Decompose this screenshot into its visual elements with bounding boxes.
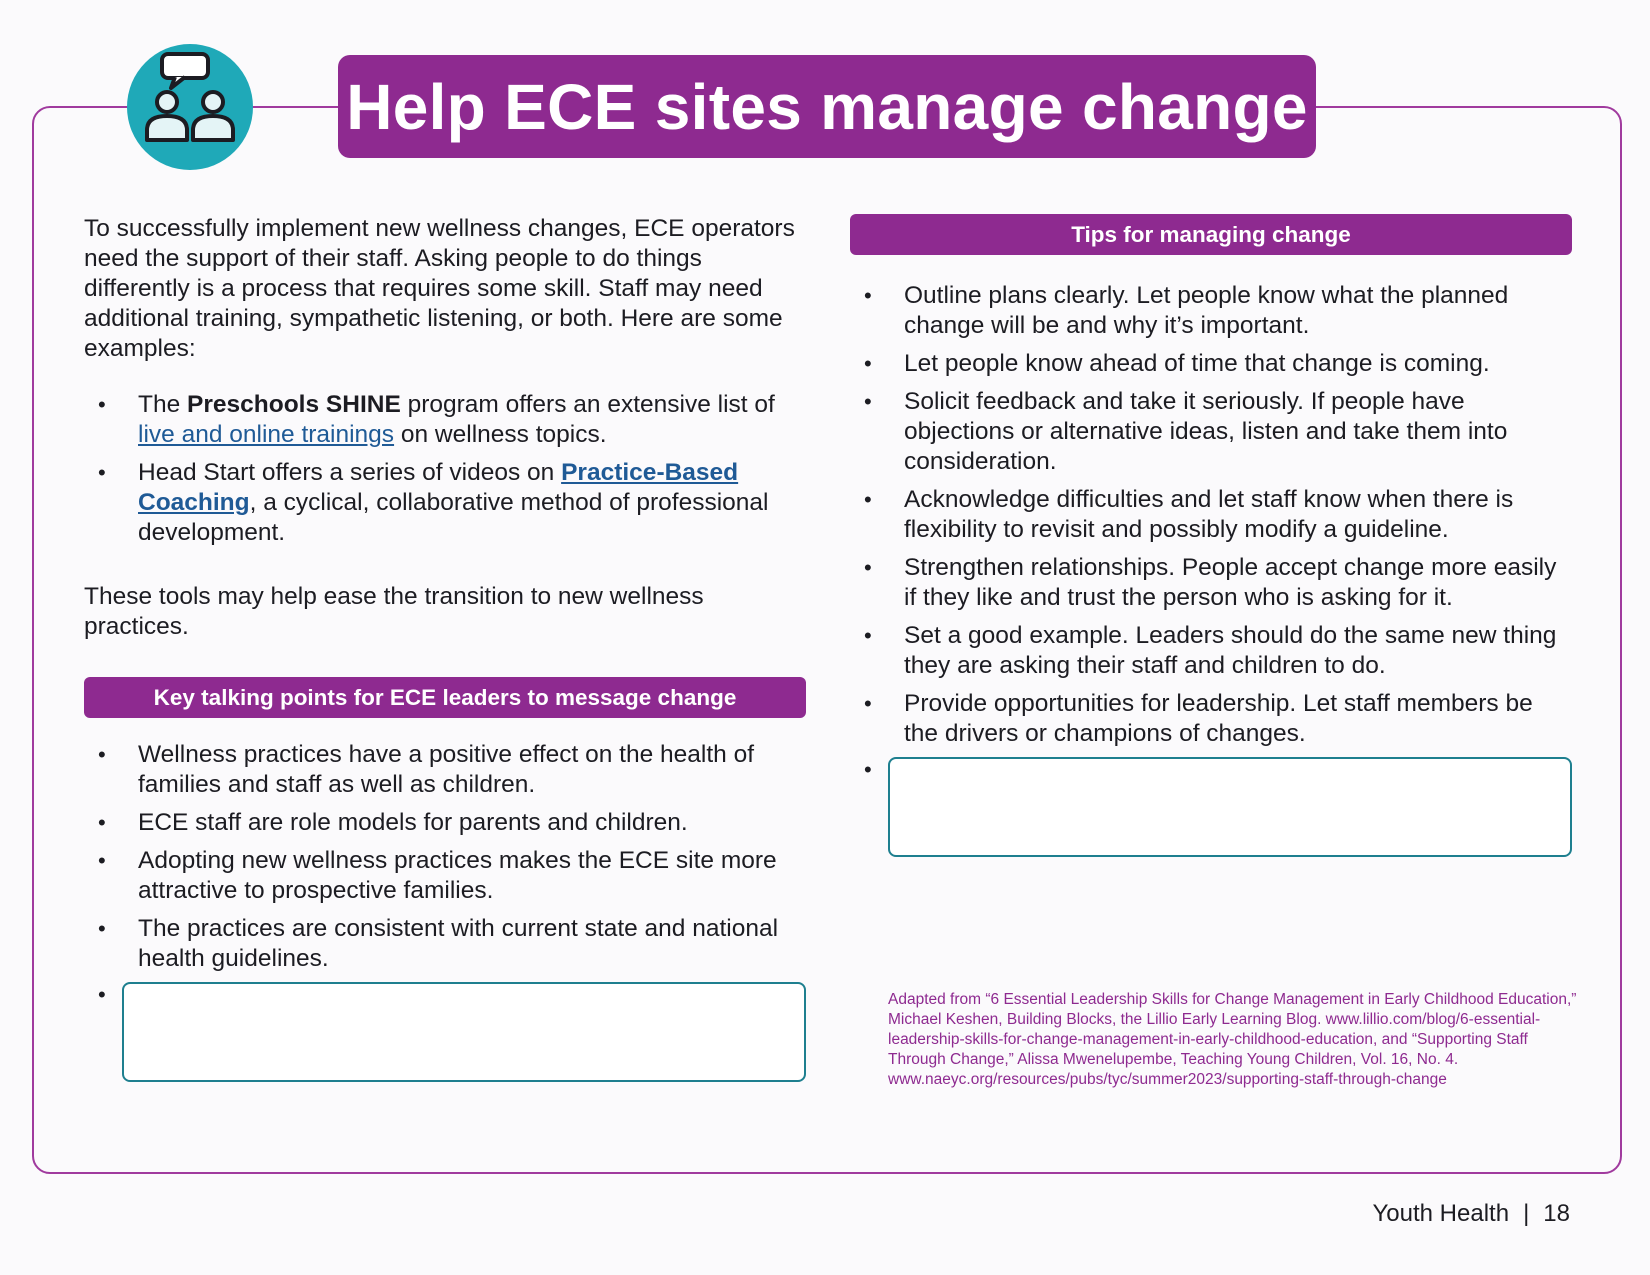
trainings-link[interactable]: live and online trainings [138,421,395,448]
list-item: • The practices are consistent with current state and national health guidelines. [98,915,779,972]
program-name: Preschools SHINE [187,391,401,418]
list-item: • Provide opportunities for leadership. Let staff members be the drivers or champions of changes. [864,690,1533,747]
examples-list [84,390,806,548]
list-item: • Strengthen relationships. People accept change more easily if they like and trust the person who is asking for it. [864,554,1557,611]
talking-points-list [84,740,806,974]
list-item: • Outline plans clearly. Let people know what the planned change will be and why it’s important. [864,282,1509,339]
list-item: • Let people know ahead of time that change is coming. [864,350,1490,377]
right-column [850,214,1572,857]
list-item: • Acknowledge difficulties and let staff know when there is flexibility to revisit and possibly modify a guideline. [864,486,1514,543]
closing-paragraph: These tools may help ease the transition to new wellness practices. [84,583,704,640]
blank-entry-row: • [84,982,806,1082]
list-item: • The Preschools SHINE program offers an extensive list of live and online trainings on wellness topics. [98,391,775,448]
talking-points-heading: Key talking points for ECE leaders to message change [84,677,806,718]
page-footer [1373,1200,1571,1228]
list-item: • Solicit feedback and take it seriously. If people have objections or alternative ideas, listen and take them into consideration. [864,388,1508,475]
footer-section: Youth Health [1372,1200,1510,1227]
tips-heading: Tips for managing change [850,214,1572,255]
footer-divider: | [1523,1200,1530,1227]
tip-input-box[interactable] [888,757,1572,857]
list-item: • Head Start offers a series of videos on Practice-Based Coaching, a cyclical, collaborative method of professional development. [98,459,769,546]
list-item: • Set a good example. Leaders should do the same new thing they are asking their staff and children to do. [864,622,1557,679]
source-citation: Adapted from “6 Essential Leadership Skills for Change Management in Early Childhood Education,” Michael Keshen, Building Blocks, the Lillio Early Learning Blog. www.lillio.com/blog/6-essential-leadership-skills-for-change-management-in-early-childhood-education, and “Supporting Staff Through Change,” Alissa Mwenelupembe, Teaching Young Children, Vol. 16, No. 4. www.naeyc.org/resources/pubs/tyc/summer2023/supporting-staff-through-change [888,991,1577,1088]
practice-based-coaching-link[interactable]: Practice-Based Coaching [138,459,739,516]
page-number: 18 [1543,1200,1570,1227]
people-discussion-icon [127,44,253,170]
page-title: Help ECE sites manage change [338,55,1316,158]
tips-list [850,281,1572,749]
talking-point-input-box[interactable] [122,982,806,1082]
blank-entry-row: • [850,757,1572,857]
list-item: • ECE staff are role models for parents and children. [98,809,688,836]
left-column [84,214,806,1082]
list-item: • Wellness practices have a positive effect on the health of families and staff as well as children. [98,741,755,798]
intro-paragraph: To successfully implement new wellness changes, ECE operators need the support of their staff. Asking people to do things differently is a process that requires some skill. Staff may need additional training, sympathetic listening, or both. Here are some examples: [84,215,795,362]
list-item: • Adopting new wellness practices makes the ECE site more attractive to prospective families. [98,847,777,904]
